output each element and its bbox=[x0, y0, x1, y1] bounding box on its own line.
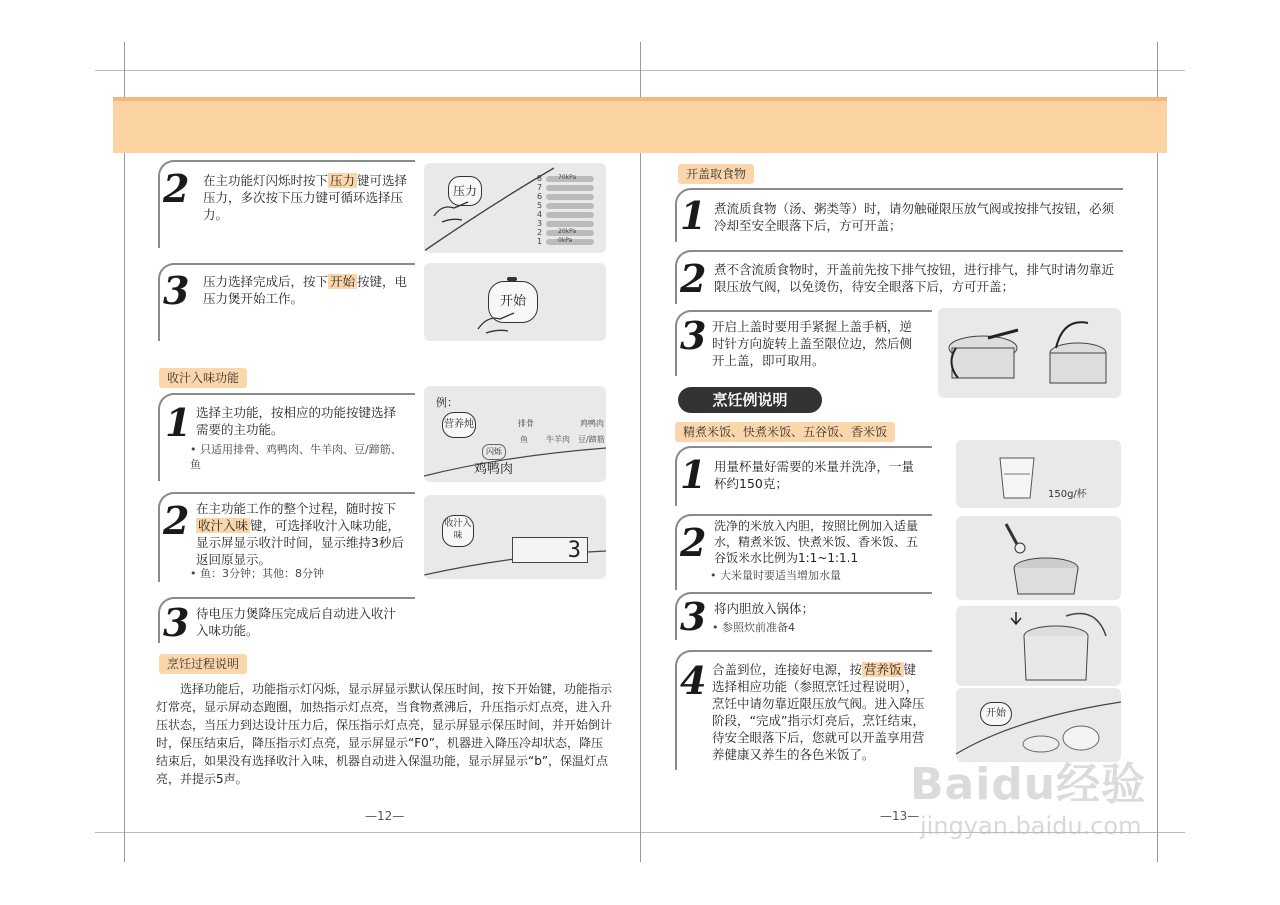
open-step-2-number: 2 bbox=[680, 256, 707, 301]
flash-badge: 闪烁 bbox=[482, 444, 506, 460]
open-lid-illustration bbox=[938, 308, 1121, 398]
flavor-example-panel bbox=[424, 386, 606, 482]
reduce-flavor-key[interactable]: 收汁入味 bbox=[442, 515, 474, 547]
crop-line-left bbox=[124, 42, 125, 862]
example-label: 例： bbox=[436, 396, 458, 409]
process-paragraph: 选择功能后，功能指示灯闪烁，显示屏显示默认保压时间，按下开始键，功能指示灯常亮，显示屏动态跑圈，加热指示灯点亮，当食物煮沸后，升压指示灯点亮，进入升压状态，当压力到达设计压力后，保压指示灯点亮，显示屏显示保压时间，并开始倒计时，保压结束后，降压指示灯点亮，显示屏显示“F0”，机器进入降压冷却状态，降压结束后，如果没有选择收汁入味，机器自动进入保温功能，显示屏显示“b”，保温灯点亮，并提示5声。 bbox=[156, 682, 613, 786]
nutrition-stew-key[interactable]: 营养炖 bbox=[442, 412, 476, 438]
pressure-bar-7 bbox=[546, 185, 594, 191]
timer-display: 3 bbox=[512, 537, 588, 563]
flavor-step-1-text: 选择主功能，按相应的功能按键选择需要的主功能。 bbox=[196, 405, 397, 437]
pointing-hand-icon bbox=[476, 307, 516, 335]
flavor-step-2-text: 在主功能工作的整个过程，随时按下收汁入味 键，可选择收汁入味功能，显示屏显示收汁时间，显示维持3秒后返回原显示。 bbox=[196, 501, 404, 567]
start-step-number: 3 bbox=[163, 268, 190, 313]
pointing-hand-icon bbox=[432, 196, 472, 226]
baidu-watermark-url: jingyan.baidu.com bbox=[920, 812, 1142, 840]
rice-step-2-bullet: • 大米量时要适当增加水量 bbox=[710, 569, 841, 582]
crop-line-right bbox=[1157, 42, 1158, 862]
baidu-watermark-logo: Baidu经验 bbox=[910, 759, 1147, 810]
pressure-bar-6 bbox=[546, 194, 594, 200]
flavor-step-1-number: 1 bbox=[165, 400, 192, 445]
label-poultry: 鸡鸭肉 bbox=[580, 419, 604, 428]
flavor-step-1-bullet: • 只适用排骨、鸡鸭肉、牛羊肉、豆/蹄筋、鱼 bbox=[190, 443, 402, 471]
open-step-3-text: 开启上盖时要用手紧握上盖手柄，逆时针方向旋转上盖至限位边，然后侧开上盖，即可取用。 bbox=[712, 319, 913, 368]
flavor-step-2-number: 2 bbox=[163, 498, 190, 543]
rice-section-tag: 精煮米饭、快煮米饭、五谷饭、香米饭 bbox=[675, 422, 895, 442]
pressure-key[interactable]: 压力 bbox=[448, 176, 482, 206]
add-rice-illustration bbox=[956, 516, 1121, 600]
measuring-cup-illustration bbox=[956, 440, 1121, 508]
flavor-step-3-number: 3 bbox=[163, 600, 190, 645]
rice-step-2-number: 2 bbox=[680, 520, 707, 565]
start-key[interactable]: 开始 bbox=[488, 281, 538, 323]
rice-step-4-number: 4 bbox=[680, 658, 707, 703]
cooking-example-heading: 烹饪例说明 bbox=[678, 387, 822, 413]
cooker-lid-icon bbox=[938, 308, 1121, 398]
open-step-1-number: 1 bbox=[680, 193, 707, 238]
rice-step-2-text: 洗净的米放入内胆，按照比例加入适量水，精煮米饭、快煮米饭、香米饭、五谷饭米水比例为1:1~1:1.1 bbox=[714, 519, 919, 565]
page-number-left: —12— bbox=[365, 809, 405, 823]
label-beans-tendon: 豆/蹄筋 bbox=[578, 435, 605, 444]
press-step-text: 在主功能灯闪烁时按下 压力 键可选择压力，多次按下压力键可循环选择压力。 bbox=[203, 173, 408, 222]
open-step-1-text: 煮流质食物（汤、粥类等）时，请勿触碰限压放气阀或按排气按钮，必须冷却至安全眼落下后，方可开盖； bbox=[714, 201, 1115, 233]
pressure-level-numbers: 8 7 6 5 4 3 2 1 bbox=[537, 174, 543, 246]
rice-step-3-bullet: • 参照炊前准备4 bbox=[712, 621, 795, 634]
page-number-right: —13— bbox=[880, 809, 920, 823]
cup-weight-label: 150g/杯 bbox=[1048, 489, 1087, 500]
label-fish: 鱼 bbox=[520, 435, 528, 444]
rice-step-3-number: 3 bbox=[680, 594, 707, 639]
pressure-bar-4 bbox=[546, 212, 594, 218]
label-beef-mutton: 牛羊肉 bbox=[546, 435, 570, 444]
open-step-3-number: 3 bbox=[680, 313, 707, 358]
label-ribs: 排骨 bbox=[518, 419, 534, 428]
rice-step-3-text: 将内胆放入锅体； bbox=[714, 601, 815, 616]
kpa-top-label: 70kPa bbox=[558, 174, 577, 181]
flavor-section-tag: 收汁入味功能 bbox=[159, 368, 247, 388]
pressure-panel-illustration bbox=[424, 163, 606, 253]
display-poultry: 鸡鸭肉 bbox=[474, 462, 514, 477]
flavor-step-3-text: 待电压力煲降压完成后自动进入收汁入味功能。 bbox=[196, 606, 397, 638]
kpa-2-label: 20kPa bbox=[558, 228, 577, 235]
header-banner bbox=[113, 97, 1167, 153]
inner-pot-icon bbox=[956, 516, 1121, 600]
start-indicator-light bbox=[507, 277, 517, 281]
press-step-number: 2 bbox=[163, 166, 190, 211]
start-key[interactable]: 开始 bbox=[980, 702, 1012, 726]
spine-line bbox=[640, 42, 641, 862]
pressure-bar-5 bbox=[546, 203, 594, 209]
rice-step-1-text: 用量杯量好需要的米量并洗净，一量杯约150克； bbox=[714, 459, 915, 491]
process-section-tag: 烹饪过程说明 bbox=[159, 654, 247, 674]
place-pot-illustration bbox=[956, 606, 1121, 686]
cooker-body-icon bbox=[956, 606, 1121, 686]
kpa-1-label: 0kPa bbox=[558, 237, 573, 244]
flavor-step-2-bullet: • 鱼：3分钟；其他：8分钟 bbox=[190, 567, 324, 580]
rice-step-1-number: 1 bbox=[680, 452, 707, 497]
measuring-cup-icon bbox=[996, 454, 1038, 502]
start-panel-illustration bbox=[424, 263, 606, 341]
reduce-key-panel bbox=[424, 495, 606, 579]
open-lid-section-tag: 开盖取食物 bbox=[678, 164, 754, 184]
open-step-2-text: 煮不含流质食物时，开盖前先按下排气按钮，进行排气，排气时请勿靠近限压放气阀，以免烫伤，待安全眼落下后，方可开盖； bbox=[714, 262, 1115, 294]
pressure-bar-3 bbox=[546, 221, 594, 227]
rice-step-4-text: 合盖到位，连接好电源，按 营养饭 键选择相应功能（参照烹饪过程说明），烹饪中请勿靠近限压放气阀。进入降压阶段，“完成”指示灯亮后，烹饪结束，待安全眼落下后，您就可以开盖享用营养健康又养生的各色米饭了。 bbox=[712, 662, 925, 762]
start-step-text: 压力选择完成后，按下 开始 按键，电压力煲开始工作。 bbox=[203, 274, 408, 306]
